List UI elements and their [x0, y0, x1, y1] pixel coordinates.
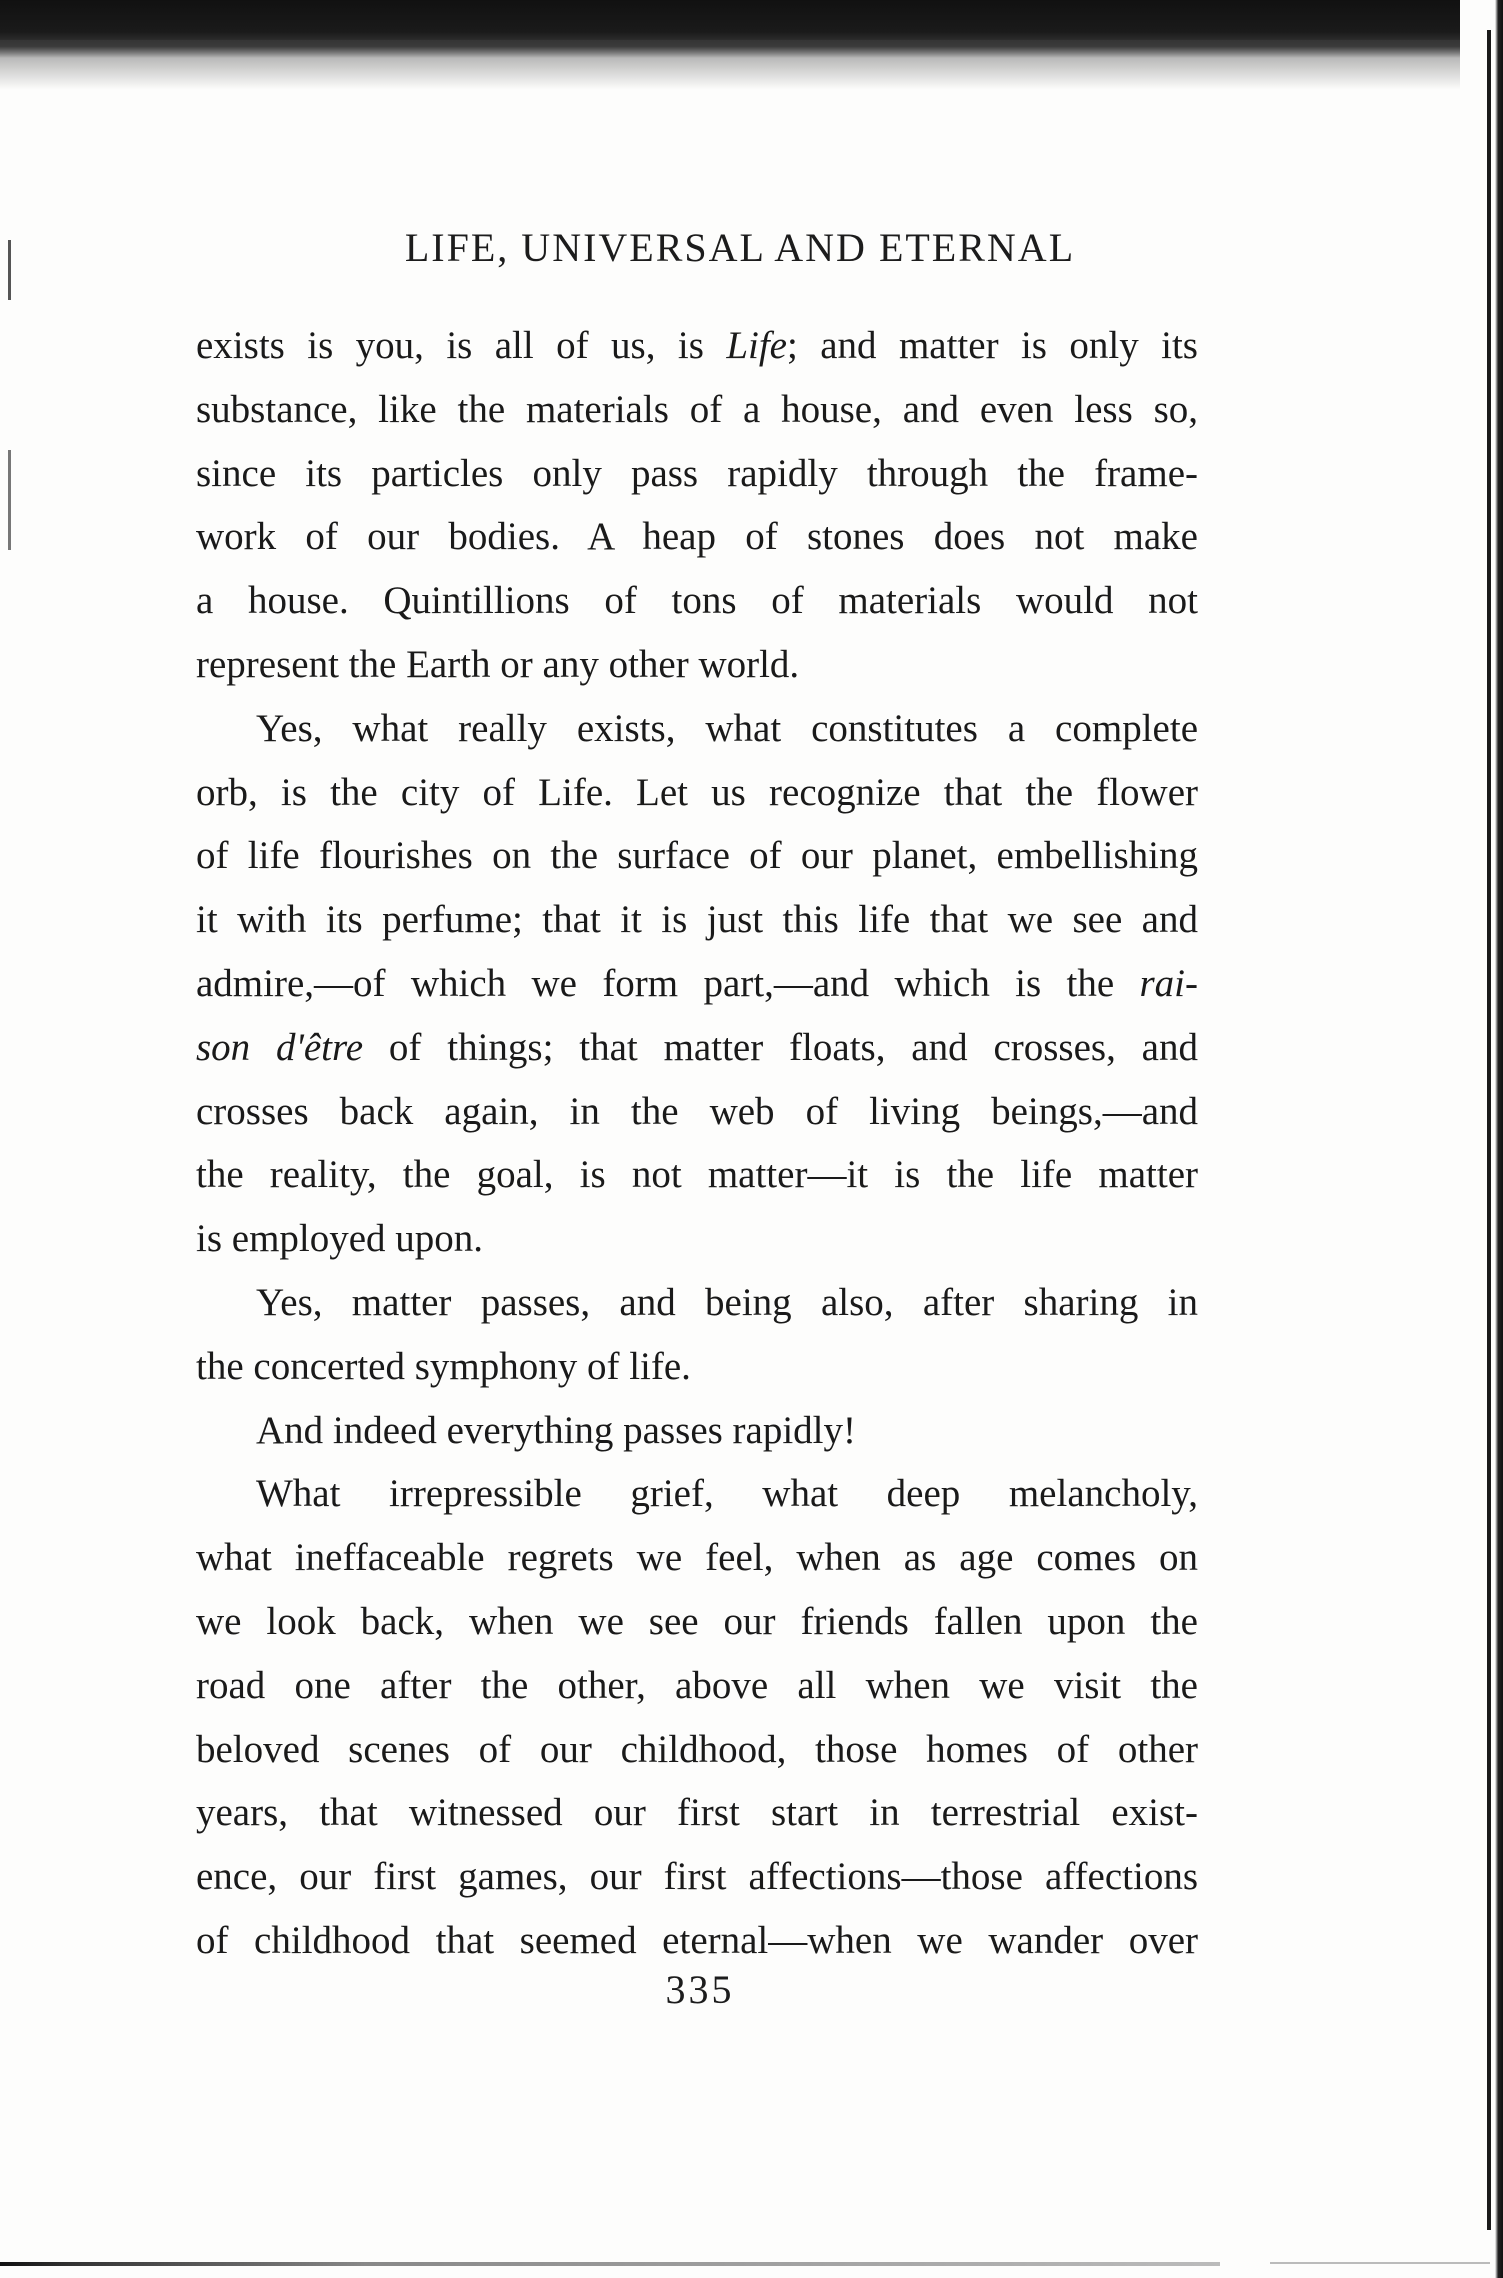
scan-left-mark	[8, 240, 11, 300]
text-line: of childhood that seemed eternal—when we wander over	[196, 1918, 1198, 1962]
italic-word: rai-	[1139, 961, 1198, 1005]
paragraph	[196, 1271, 1198, 1399]
text-line: exists is you, is all of us, is Life; and matter is only its	[196, 324, 1198, 367]
paragraph	[196, 1462, 1198, 1972]
paragraph	[196, 697, 1198, 1271]
text-line: the concerted symphony of life.	[196, 1344, 691, 1388]
text-line: substance, like the materials of a house, and even less so,	[196, 387, 1198, 431]
text-line: what ineffaceable regrets we feel, when as age comes on	[196, 1536, 1198, 1580]
running-head: LIFE, UNIVERSAL AND ETERNAL	[404, 225, 1076, 270]
text-line: work of our bodies. A heap of stones does not make	[196, 515, 1198, 559]
italic-word: Life	[726, 324, 787, 367]
text-line: the reality, the goal, is not matter—it is the life matter	[196, 1153, 1198, 1197]
body-text	[196, 314, 1198, 1973]
text-line: ence, our first games, our first affections—those affections	[196, 1855, 1198, 1899]
scan-top-edge-fade	[0, 40, 1460, 90]
text-line: crosses back again, in the web of living beings,—and	[196, 1089, 1198, 1133]
scan-right-edge-shadow	[1495, 0, 1503, 2278]
page-number: 335	[665, 1967, 735, 2012]
text-line: What irrepressible grief, what deep melancholy,	[256, 1472, 1198, 1516]
text-line: road one after the other, above all when we visit the	[196, 1663, 1198, 1707]
text-line: we look back, when we see our friends fallen upon the	[196, 1599, 1198, 1643]
text-line: is employed upon.	[196, 1217, 484, 1261]
italic-word: son d'être	[196, 1025, 364, 1069]
text-line: years, that witnessed our first start in terrestrial exist-	[196, 1791, 1198, 1835]
text-line: Yes, matter passes, and being also, after sharing in	[256, 1280, 1198, 1324]
scan-bottom-edge	[0, 2262, 1220, 2266]
text-line: Yes, what really exists, what constitutes a complete	[256, 706, 1198, 750]
text-line: son d'être of things; that matter floats, and crosses, and	[196, 1025, 1198, 1069]
text-line: since its particles only pass rapidly through the frame-	[196, 451, 1198, 495]
text-line: a house. Quintillions of tons of materials would not	[196, 579, 1198, 623]
text-line: of life flourishes on the surface of our planet, embellishing	[196, 834, 1198, 878]
text-line: admire,—of which we form part,—and which is the rai-	[196, 961, 1198, 1005]
text-line: beloved scenes of our childhood, those homes of other	[196, 1727, 1198, 1771]
scan-right-edge-line	[1487, 30, 1491, 2230]
scan-bottom-edge	[1270, 2262, 1490, 2264]
text-line: represent the Earth or any other world.	[196, 642, 800, 686]
text-line: And indeed everything passes rapidly!	[256, 1408, 857, 1452]
text-line: orb, is the city of Life. Let us recognize that the flower	[196, 770, 1198, 814]
text-line: it with its perfume; that it is just this life that we see and	[196, 898, 1198, 942]
paragraph	[196, 314, 1198, 697]
paragraph	[196, 1399, 1198, 1463]
scan-left-mark	[8, 450, 11, 550]
